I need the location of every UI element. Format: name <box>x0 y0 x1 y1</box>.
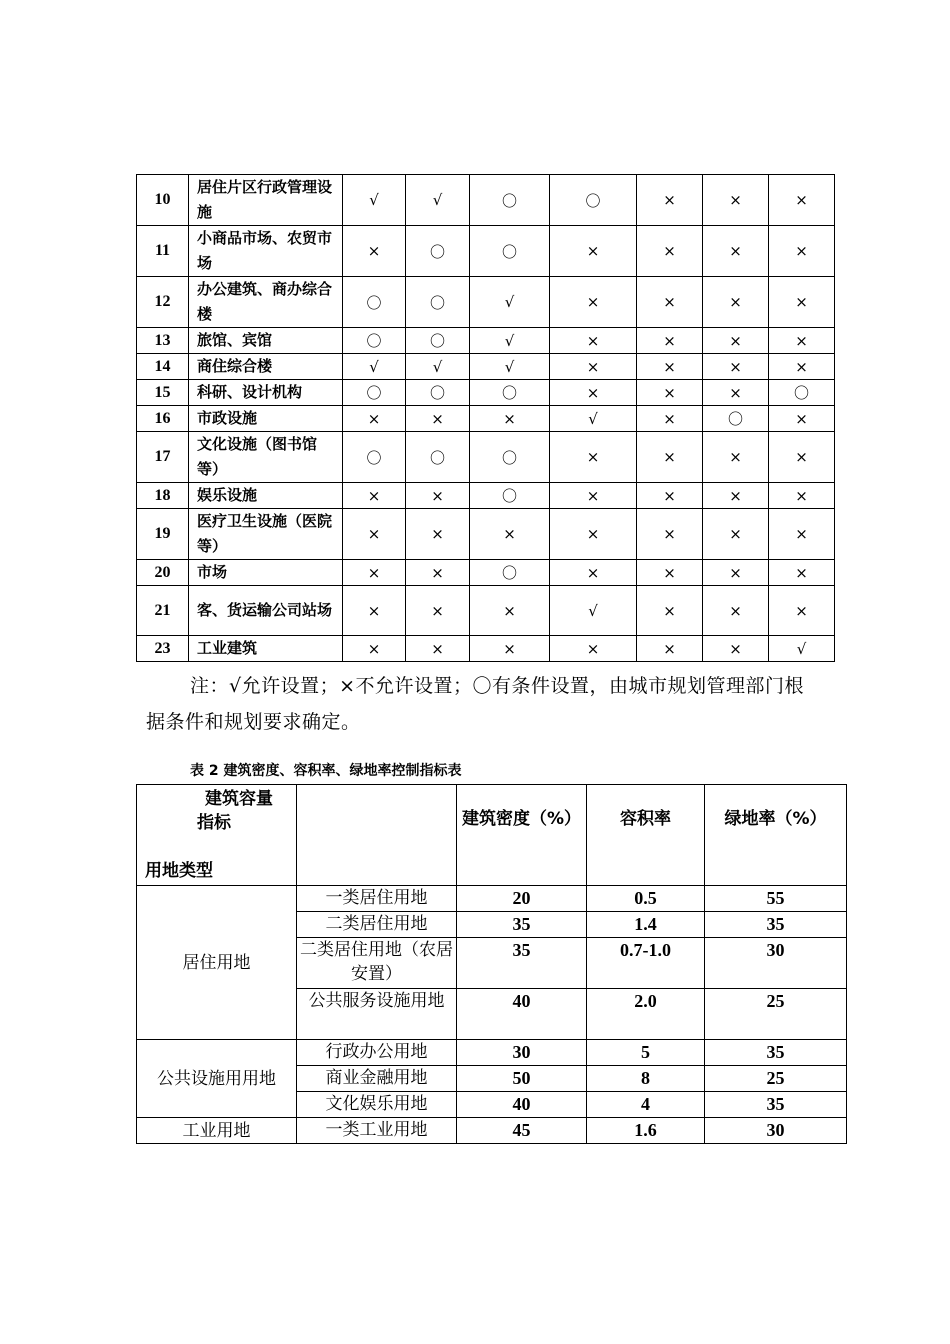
density-value: 40 <box>457 1092 587 1118</box>
permission-cell: × <box>703 483 769 509</box>
row-number: 14 <box>137 354 189 380</box>
far-value: 1.6 <box>587 1118 705 1144</box>
row-number: 13 <box>137 328 189 354</box>
facility-name: 工业建筑 <box>189 636 343 662</box>
permission-cell: × <box>637 432 703 483</box>
permission-cell: × <box>769 586 835 636</box>
row-number: 10 <box>137 175 189 226</box>
permission-cell: × <box>343 226 406 277</box>
permission-cell: × <box>637 636 703 662</box>
permission-cell: √ <box>769 636 835 662</box>
permission-cell: × <box>703 354 769 380</box>
row-number: 23 <box>137 636 189 662</box>
permission-cell: √ <box>550 586 637 636</box>
permission-cell: × <box>637 354 703 380</box>
permission-cell: √ <box>470 277 550 328</box>
facility-name: 小商品市场、农贸市场 <box>189 226 343 277</box>
land-type: 一类居住用地 <box>297 886 457 912</box>
permission-cell: 〇 <box>703 406 769 432</box>
row-number: 18 <box>137 483 189 509</box>
facility-name: 市政设施 <box>189 406 343 432</box>
permission-cell: 〇 <box>470 560 550 586</box>
facility-name: 市场 <box>189 560 343 586</box>
row-number: 19 <box>137 509 189 560</box>
table-row <box>137 1118 847 1144</box>
table-row <box>137 432 835 483</box>
green-value: 35 <box>705 1092 847 1118</box>
land-type: 文化娱乐用地 <box>297 1092 457 1118</box>
permission-cell: × <box>343 636 406 662</box>
permission-cell: × <box>637 586 703 636</box>
facility-name: 居住片区行政管理设施 <box>189 175 343 226</box>
permission-cell: × <box>406 560 470 586</box>
permission-cell: × <box>637 509 703 560</box>
permission-cell: × <box>703 586 769 636</box>
permission-cell: × <box>769 354 835 380</box>
density-value: 35 <box>457 912 587 938</box>
permission-cell: × <box>703 226 769 277</box>
permission-cell: × <box>406 406 470 432</box>
density-value: 20 <box>457 886 587 912</box>
permission-cell: × <box>470 636 550 662</box>
permission-cell: × <box>703 328 769 354</box>
far-value: 0.7-1.0 <box>587 938 705 989</box>
green-value: 30 <box>705 938 847 989</box>
permission-cell: × <box>406 636 470 662</box>
far-value: 8 <box>587 1066 705 1092</box>
table-note: 注：√允许设置；×不允许设置；〇有条件设置，由城市规划管理部门根据条件和规划要求确定。 <box>146 675 805 733</box>
land-group-name: 工业用地 <box>137 1118 297 1144</box>
green-value: 55 <box>705 886 847 912</box>
permission-cell: × <box>343 483 406 509</box>
table-row <box>137 328 835 354</box>
permission-cell: × <box>703 560 769 586</box>
table-row <box>137 354 835 380</box>
table-row <box>137 1040 847 1066</box>
far-value: 5 <box>587 1040 705 1066</box>
land-group-name: 居住用地 <box>137 886 297 1040</box>
table-header-row <box>137 785 847 886</box>
permission-cell: 〇 <box>769 380 835 406</box>
permission-cell: × <box>406 509 470 560</box>
permission-cell: √ <box>406 354 470 380</box>
corner-top-label: 建筑容量 <box>205 789 273 809</box>
permission-cell: 〇 <box>406 432 470 483</box>
permission-cell: × <box>637 277 703 328</box>
permission-cell: 〇 <box>470 432 550 483</box>
far-value: 2.0 <box>587 989 705 1040</box>
permission-cell: × <box>550 354 637 380</box>
land-type: 二类居住用地 <box>297 912 457 938</box>
far-value: 1.4 <box>587 912 705 938</box>
permission-cell: 〇 <box>406 226 470 277</box>
header-far: 容积率 <box>587 785 705 886</box>
permission-cell: 〇 <box>470 175 550 226</box>
table-row <box>137 509 835 560</box>
permission-cell: √ <box>406 175 470 226</box>
permission-cell: × <box>550 328 637 354</box>
permission-cell: × <box>769 432 835 483</box>
facility-name: 办公建筑、商办综合楼 <box>189 277 343 328</box>
table-row <box>137 586 835 636</box>
permission-cell: × <box>703 636 769 662</box>
permission-cell: × <box>637 380 703 406</box>
permission-cell: × <box>769 406 835 432</box>
permission-cell: × <box>550 560 637 586</box>
permission-cell: × <box>703 432 769 483</box>
corner-bottom-label: 用地类型 <box>145 861 213 881</box>
land-type: 一类工业用地 <box>297 1118 457 1144</box>
permission-cell: × <box>637 328 703 354</box>
permission-cell: 〇 <box>470 483 550 509</box>
density-value: 30 <box>457 1040 587 1066</box>
permission-cell: × <box>550 226 637 277</box>
permission-cell: 〇 <box>470 380 550 406</box>
table-row <box>137 886 847 912</box>
permission-cell: × <box>769 328 835 354</box>
facility-name: 医疗卫生设施（医院等） <box>189 509 343 560</box>
land-use-compatibility-table <box>136 174 835 662</box>
green-value: 35 <box>705 1040 847 1066</box>
land-type: 公共服务设施用地 <box>297 989 457 1040</box>
row-number: 21 <box>137 586 189 636</box>
permission-cell: 〇 <box>343 432 406 483</box>
permission-cell: × <box>703 175 769 226</box>
row-number: 11 <box>137 226 189 277</box>
row-number: 16 <box>137 406 189 432</box>
land-type: 二类居住用地（农居安置） <box>297 938 457 989</box>
green-value: 25 <box>705 1066 847 1092</box>
table-row <box>137 175 835 226</box>
permission-cell: √ <box>550 406 637 432</box>
green-value: 25 <box>705 989 847 1040</box>
permission-cell: × <box>769 483 835 509</box>
table-row <box>137 380 835 406</box>
permission-cell: × <box>550 432 637 483</box>
green-value: 30 <box>705 1118 847 1144</box>
permission-cell: √ <box>470 354 550 380</box>
permission-cell: × <box>769 277 835 328</box>
green-value: 35 <box>705 912 847 938</box>
row-number: 15 <box>137 380 189 406</box>
table-2-caption: 表 2 建筑密度、容积率、绿地率控制指标表 <box>190 763 462 779</box>
land-type: 行政办公用地 <box>297 1040 457 1066</box>
permission-cell: × <box>637 560 703 586</box>
permission-cell: × <box>550 509 637 560</box>
permission-cell: × <box>550 483 637 509</box>
permission-cell: 〇 <box>343 277 406 328</box>
permission-cell: × <box>343 560 406 586</box>
permission-cell: 〇 <box>343 328 406 354</box>
permission-cell: × <box>343 586 406 636</box>
facility-name: 科研、设计机构 <box>189 380 343 406</box>
permission-cell: 〇 <box>550 175 637 226</box>
permission-cell: 〇 <box>406 277 470 328</box>
facility-name: 商住综合楼 <box>189 354 343 380</box>
row-number: 20 <box>137 560 189 586</box>
table-row <box>137 406 835 432</box>
permission-cell: √ <box>470 328 550 354</box>
far-value: 0.5 <box>587 886 705 912</box>
permission-cell: × <box>637 406 703 432</box>
permission-cell: × <box>343 509 406 560</box>
facility-name: 文化设施（图书馆等） <box>189 432 343 483</box>
permission-cell: × <box>637 226 703 277</box>
permission-cell: × <box>637 175 703 226</box>
permission-cell: √ <box>343 354 406 380</box>
density-value: 35 <box>457 938 587 989</box>
corner-mid-label: 指标 <box>197 813 231 833</box>
header-corner <box>137 785 297 886</box>
permission-cell: 〇 <box>406 328 470 354</box>
far-value: 4 <box>587 1092 705 1118</box>
permission-cell: √ <box>343 175 406 226</box>
row-number: 17 <box>137 432 189 483</box>
permission-cell: × <box>470 406 550 432</box>
land-group-name: 公共设施用用地 <box>137 1040 297 1118</box>
facility-name: 娱乐设施 <box>189 483 343 509</box>
permission-cell: × <box>769 560 835 586</box>
facility-name: 旅馆、宾馆 <box>189 328 343 354</box>
permission-cell: × <box>769 175 835 226</box>
density-value: 40 <box>457 989 587 1040</box>
permission-cell: × <box>637 483 703 509</box>
permission-cell: × <box>470 509 550 560</box>
density-value: 45 <box>457 1118 587 1144</box>
permission-cell: × <box>703 277 769 328</box>
permission-cell: × <box>703 380 769 406</box>
table-row <box>137 560 835 586</box>
table-row <box>137 277 835 328</box>
permission-cell: × <box>769 226 835 277</box>
table-row <box>137 483 835 509</box>
permission-cell: 〇 <box>470 226 550 277</box>
permission-cell: × <box>550 277 637 328</box>
building-indicator-table <box>136 784 847 1144</box>
permission-cell: 〇 <box>343 380 406 406</box>
permission-cell: × <box>470 586 550 636</box>
permission-cell: × <box>550 380 637 406</box>
permission-cell: × <box>343 406 406 432</box>
table-row <box>137 636 835 662</box>
permission-cell: × <box>406 483 470 509</box>
permission-cell: × <box>550 636 637 662</box>
header-blank <box>297 785 457 886</box>
row-number: 12 <box>137 277 189 328</box>
facility-name: 客、货运输公司站场 <box>189 586 343 636</box>
permission-cell: × <box>703 509 769 560</box>
permission-cell: 〇 <box>406 380 470 406</box>
density-value: 50 <box>457 1066 587 1092</box>
header-green: 绿地率（%） <box>705 785 847 886</box>
table-row <box>137 226 835 277</box>
header-density: 建筑密度（%） <box>457 785 587 886</box>
land-type: 商业金融用地 <box>297 1066 457 1092</box>
permission-cell: × <box>769 509 835 560</box>
permission-cell: × <box>406 586 470 636</box>
